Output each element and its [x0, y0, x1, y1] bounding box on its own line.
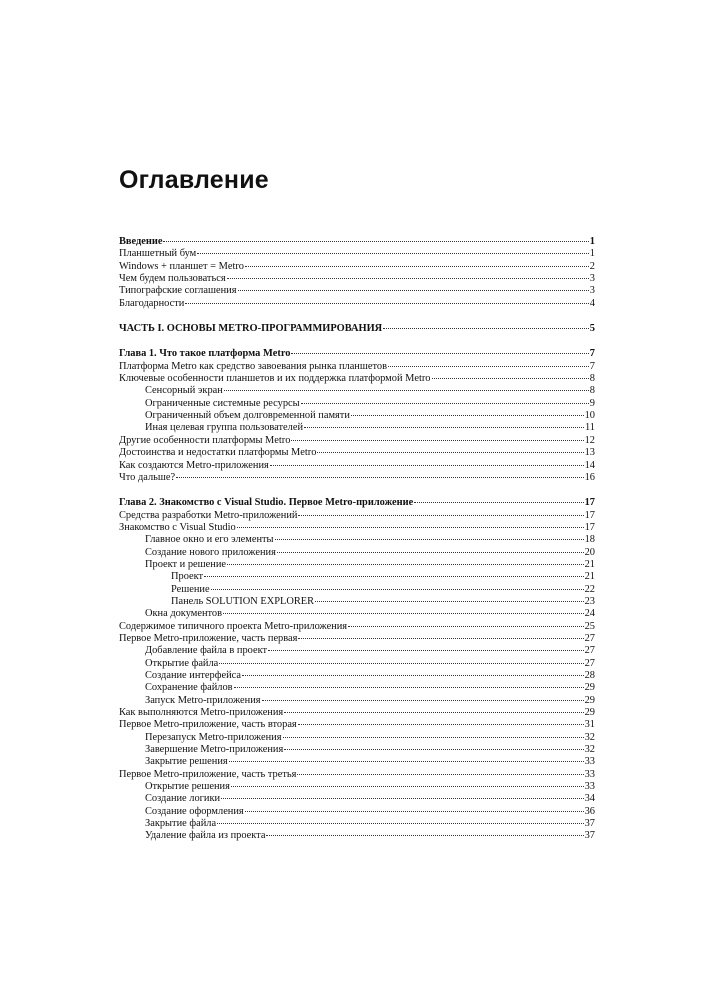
dot-leader: [351, 415, 584, 416]
toc-entry-title: Первое Metro-приложение, часть вторая: [119, 719, 297, 731]
toc-entry-title: Создание интерфейса: [145, 670, 241, 681]
toc-entry[interactable]: [119, 781, 595, 793]
toc-entry-title: Создание нового приложения: [145, 546, 276, 558]
dot-leader: [298, 638, 583, 639]
dot-leader: [238, 290, 589, 291]
dot-leader: [229, 761, 584, 762]
toc-entry-page-number: 29: [584, 707, 595, 719]
toc-entry-page-number: 20: [584, 546, 595, 558]
toc-entry-title: Средства разработки Metro-приложений: [119, 509, 298, 521]
toc-entry[interactable]: [119, 460, 595, 472]
dot-leader: [245, 266, 589, 267]
toc-entry-page-number: 34: [584, 793, 595, 805]
dot-leader: [291, 353, 588, 354]
toc-entry[interactable]: [119, 806, 595, 818]
dot-leader: [275, 539, 584, 540]
toc-entry-title: Создание оформления: [145, 805, 244, 817]
toc-entry-page-number: 11: [584, 422, 595, 434]
toc-entry-page-number: 37: [584, 818, 595, 830]
toc-entry[interactable]: [119, 756, 595, 768]
toc-entry-title: Первое Metro-приложение, часть третья: [119, 768, 297, 780]
dot-leader: [297, 774, 583, 775]
toc-entry[interactable]: [119, 273, 595, 285]
toc-entry-page-number: 1: [589, 248, 595, 260]
toc-entry-title: Запуск Metro-приложения: [145, 694, 261, 706]
toc-entry-title: Платформа Metro как средство завоевания рынка планшетов: [119, 360, 387, 372]
toc-entry-page-number: 3: [589, 285, 595, 297]
dot-leader: [237, 527, 584, 528]
toc-entry-title: Открытие файла: [145, 657, 219, 669]
dot-leader: [383, 328, 589, 329]
dot-leader: [315, 601, 584, 602]
toc-entry-title: Открытие решения: [145, 781, 230, 793]
toc-entry[interactable]: [119, 658, 595, 670]
dot-leader: [388, 366, 589, 367]
dot-leader: [245, 811, 584, 812]
toc-entry-title: Добавление файла в проект: [145, 645, 268, 657]
toc-entry-title: ЧАСТЬ I. ОСНОВЫ METRO-ПРОГРАММИРОВАНИЯ: [119, 323, 383, 335]
toc-entry-title: Панель SOLUTION EXPLORER: [171, 595, 315, 607]
page-title: Оглавление: [119, 166, 269, 194]
toc-entry-page-number: 13: [584, 447, 595, 459]
dot-leader: [234, 687, 584, 688]
toc-entry[interactable]: [119, 608, 595, 620]
dot-leader: [298, 515, 583, 516]
toc-entry-page-number: 29: [584, 694, 595, 706]
dot-leader: [163, 241, 588, 242]
toc-entry-title: Windows + планшет = Metro: [119, 260, 244, 272]
toc-entry-page-number: 33: [584, 756, 595, 768]
toc-entry-page-number: 5: [589, 323, 595, 335]
toc-entry-page-number: 29: [584, 682, 595, 694]
toc-entry-title: Сохранение файлов: [145, 682, 233, 694]
toc-entry[interactable]: [119, 398, 595, 410]
dot-leader: [262, 700, 584, 701]
dot-leader: [284, 712, 583, 713]
toc-entry-page-number: 18: [584, 534, 595, 546]
toc-entry[interactable]: [119, 285, 595, 297]
toc-entry-title: Ограниченный объем долговременной памяти: [145, 410, 350, 422]
dot-leader: [291, 440, 583, 441]
dot-leader: [211, 589, 584, 590]
toc-entry[interactable]: [119, 422, 595, 434]
toc-entry[interactable]: [119, 719, 595, 731]
dot-leader: [348, 626, 584, 627]
toc-entry-page-number: 22: [584, 583, 595, 595]
toc-entry-title: Проект: [171, 571, 204, 583]
dot-leader: [231, 786, 584, 787]
toc-entry-page-number: 17: [584, 521, 595, 533]
toc-entry-title: Иная целевая группа пользователей: [145, 422, 304, 434]
toc-entry-page-number: 25: [584, 620, 595, 632]
dot-leader: [204, 576, 584, 577]
toc-entry[interactable]: [119, 547, 595, 559]
toc-entry[interactable]: [119, 571, 595, 583]
toc-entry-title: Завершение Metro-приложения: [145, 744, 284, 756]
toc-entry-title: Глава 2. Знакомство с Visual Studio. Первое Metro-приложение: [119, 497, 414, 509]
toc-entry-title: Другие особенности платформы Metro: [119, 434, 291, 446]
toc-entry-title: Достоинства и недостатки платформы Metro: [119, 447, 317, 459]
dot-leader: [414, 502, 583, 503]
toc-entry[interactable]: [119, 621, 595, 633]
toc-entry-title: Удаление файла из проекта: [145, 830, 266, 842]
dot-leader: [283, 737, 584, 738]
toc-entry-title: Содержимое типичного проекта Metro-приложения: [119, 620, 348, 632]
dot-leader: [270, 465, 584, 466]
toc-entry[interactable]: [119, 744, 595, 756]
toc-entry-title: Закрытие файла: [145, 818, 217, 830]
toc-entry[interactable]: [119, 596, 595, 608]
toc-entry[interactable]: [119, 248, 595, 260]
toc-entry-page-number: 21: [584, 558, 595, 570]
toc-entry-title: Окна документов: [145, 608, 223, 620]
dot-leader: [227, 278, 589, 279]
toc-entry[interactable]: [119, 373, 595, 385]
toc-entry-page-number: 1: [589, 236, 595, 247]
toc-entry-page-number: 31: [584, 719, 595, 731]
table-of-contents: [119, 236, 595, 843]
toc-entry-page-number: 7: [589, 348, 595, 360]
dot-leader: [219, 663, 583, 664]
toc-entry[interactable]: [119, 447, 595, 459]
toc-entry[interactable]: [119, 645, 595, 657]
toc-entry-page-number: 37: [584, 830, 595, 842]
toc-entry[interactable]: [119, 534, 595, 546]
toc-entry[interactable]: [119, 682, 595, 694]
dot-leader: [197, 253, 589, 254]
toc-entry-title: Глава 1. Что такое платформа Metro: [119, 348, 291, 360]
toc-entry-page-number: 24: [584, 608, 595, 620]
dot-leader: [176, 477, 584, 478]
toc-entry-page-number: 8: [589, 373, 595, 385]
toc-entry[interactable]: [119, 410, 595, 422]
dot-leader: [268, 650, 584, 651]
toc-entry[interactable]: [119, 236, 595, 248]
toc-entry-page-number: 17: [584, 497, 595, 509]
toc-entry-page-number: 33: [584, 768, 595, 780]
toc-entry-title: Что дальше?: [119, 471, 176, 483]
toc-entry-title: Первое Metro-приложение, часть первая: [119, 632, 298, 644]
dot-leader: [221, 798, 584, 799]
dot-leader: [284, 749, 583, 750]
toc-entry-page-number: 4: [589, 297, 595, 309]
dot-leader: [223, 613, 584, 614]
dot-leader: [301, 403, 589, 404]
toc-entry-title: Типографские соглашения: [119, 285, 237, 297]
dot-leader: [224, 390, 589, 391]
dot-leader: [185, 303, 588, 304]
toc-entry[interactable]: [119, 472, 595, 484]
toc-entry-title: Решение: [171, 583, 210, 595]
dot-leader: [317, 452, 583, 453]
toc-entry-title: Благодарности: [119, 297, 185, 309]
toc-entry[interactable]: [119, 695, 595, 707]
toc-entry-page-number: 21: [584, 571, 595, 583]
toc-entry[interactable]: [119, 670, 595, 682]
toc-entry-page-number: 7: [589, 360, 595, 372]
toc-entry-page-number: 27: [584, 632, 595, 644]
toc-entry[interactable]: [119, 793, 595, 805]
dot-leader: [266, 835, 583, 836]
toc-entry-page-number: 23: [584, 595, 595, 607]
toc-entry-page-number: 16: [584, 471, 595, 483]
toc-entry[interactable]: [119, 385, 595, 397]
toc-entry-page-number: 8: [589, 385, 595, 397]
toc-entry[interactable]: [119, 732, 595, 744]
toc-entry-page-number: 32: [584, 731, 595, 743]
toc-entry-title: Знакомство с Visual Studio: [119, 521, 236, 533]
toc-entry-page-number: 28: [584, 670, 595, 681]
toc-entry-page-number: 33: [584, 781, 595, 793]
toc-entry[interactable]: [119, 348, 595, 360]
toc-entry-page-number: 17: [584, 509, 595, 521]
toc-entry-page-number: 9: [589, 397, 595, 409]
toc-entry[interactable]: [119, 559, 595, 571]
toc-entry-title: Проект и решение: [145, 558, 226, 570]
toc-entry[interactable]: [119, 584, 595, 596]
toc-entry-title: Ограниченные системные ресурсы: [145, 397, 300, 409]
toc-entry[interactable]: [119, 361, 595, 373]
toc-entry-page-number: 27: [584, 657, 595, 669]
dot-leader: [432, 378, 589, 379]
toc-entry[interactable]: [119, 522, 595, 534]
toc-entry-title: Перезапуск Metro-приложения: [145, 731, 282, 743]
dot-leader: [304, 427, 584, 428]
toc-entry-title: Как выполняются Metro-приложения: [119, 707, 284, 719]
toc-entry-title: Чем будем пользоваться: [119, 273, 226, 285]
toc-entry-title: Планшетный бум: [119, 248, 197, 260]
toc-entry[interactable]: [119, 818, 595, 830]
toc-entry[interactable]: [119, 261, 595, 273]
toc-entry-page-number: 10: [584, 410, 595, 422]
toc-entry[interactable]: [119, 830, 595, 842]
toc-entry-title: Как создаются Metro-приложения: [119, 459, 269, 471]
toc-entry[interactable]: [119, 435, 595, 447]
toc-entry[interactable]: [119, 633, 595, 645]
toc-entry[interactable]: [119, 497, 595, 509]
dot-leader: [217, 823, 584, 824]
dot-leader: [298, 724, 584, 725]
toc-entry[interactable]: [119, 323, 595, 335]
toc-entry[interactable]: [119, 769, 595, 781]
toc-entry-title: Создание логики: [145, 793, 221, 805]
toc-entry-page-number: 36: [584, 805, 595, 817]
toc-entry-page-number: 32: [584, 744, 595, 756]
toc-entry[interactable]: [119, 298, 595, 310]
toc-entry-title: Закрытие решения: [145, 756, 228, 768]
dot-leader: [227, 564, 584, 565]
toc-entry-title: Введение: [119, 236, 163, 247]
toc-entry-page-number: 3: [589, 273, 595, 285]
toc-entry-page-number: 14: [584, 459, 595, 471]
toc-entry-page-number: 12: [584, 434, 595, 446]
toc-entry-title: Ключевые особенности планшетов и их поддержка платформой Metro: [119, 373, 431, 385]
toc-entry[interactable]: [119, 707, 595, 719]
dot-leader: [242, 675, 584, 676]
toc-entry-title: Сенсорный экран: [145, 385, 223, 397]
toc-entry-page-number: 27: [584, 645, 595, 657]
toc-entry-page-number: 2: [589, 260, 595, 272]
dot-leader: [277, 552, 584, 553]
toc-entry[interactable]: [119, 510, 595, 522]
toc-entry-title: Главное окно и его элементы: [145, 534, 274, 546]
